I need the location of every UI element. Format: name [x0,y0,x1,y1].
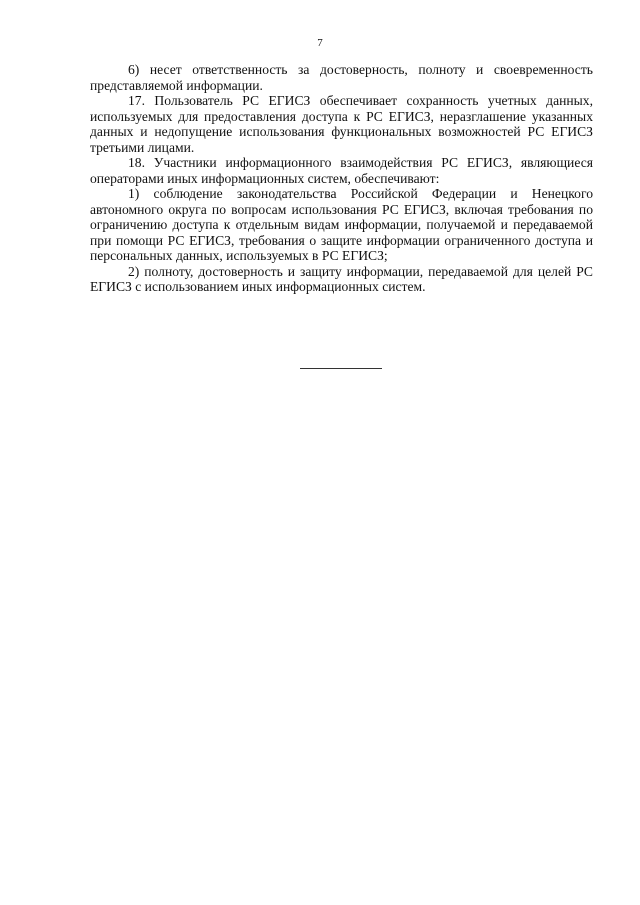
paragraph-item-2: 2) полноту, достоверность и защиту информации, передаваемой для целей РС ЕГИСЗ с использованием иных информационных систем. [90,263,593,294]
page-number: 7 [317,37,323,49]
document-body [90,62,593,295]
paragraph-item-1: 1) соблюдение законодательства Российской Федерации и Ненецкого автономного округа по вопросам использования РС ЕГИСЗ, включая требования по ограничению доступа к отдельным видам информации, получаемой и передаваемой при помощи РС ЕГИСЗ, требования о защите информации ограниченного доступа и персональных данных, используемых в РС ЕГИСЗ; [90,186,593,263]
paragraph-section-18: 18. Участники информационного взаимодействия РС ЕГИСЗ, являющиеся операторами иных информационных систем, обеспечивают: [90,155,593,186]
end-divider [300,368,382,369]
paragraph-item-6: 6) несет ответственность за достоверность, полноту и своевременность представляемой информации. [90,62,593,93]
paragraph-section-17: 17. Пользователь РС ЕГИСЗ обеспечивает сохранность учетных данных, используемых для предоставления доступа к РС ЕГИСЗ, неразглашение указанных данных и недопущение использования функциональных возможностей РС ЕГИСЗ третьими лицами. [90,93,593,155]
